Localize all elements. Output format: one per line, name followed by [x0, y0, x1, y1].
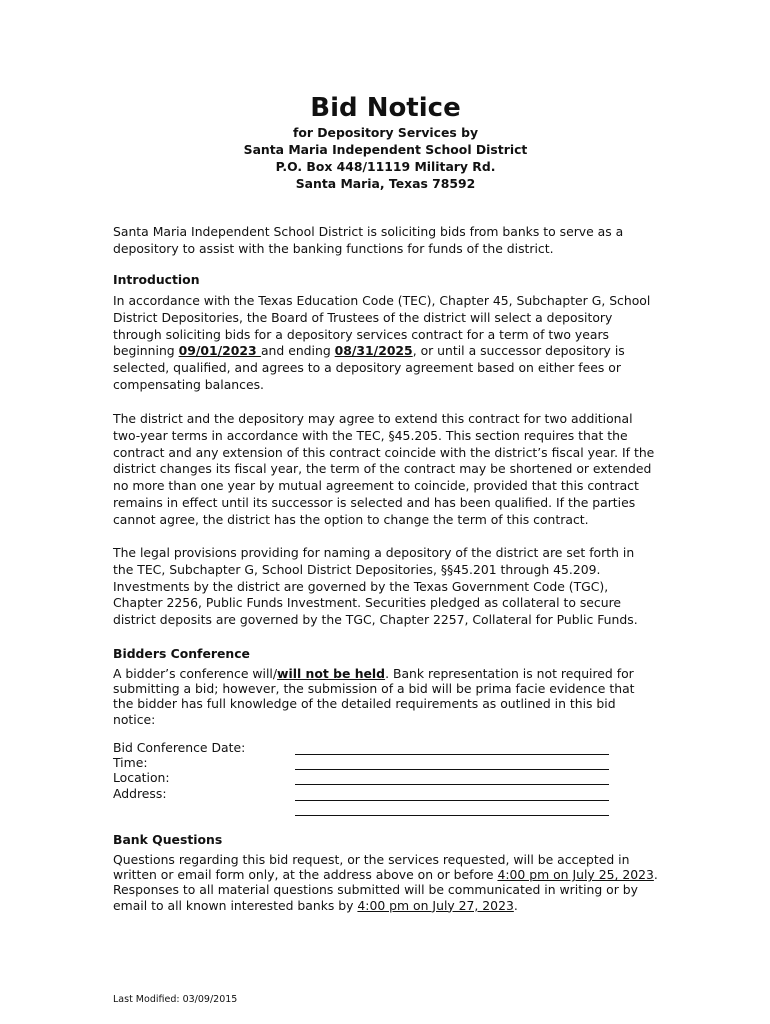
intro-text-1: In accordance with the Texas Education Code (TEC), Chapter 45, Subchapter G, School District Depositories, the Board of Trustees of the district will select a depository through soliciting bids for a depository services contract for a term of two years beginning — [113, 293, 651, 359]
location-blank-line — [295, 784, 609, 785]
location-label: Location: — [113, 770, 170, 785]
questions-deadline: 4:00 pm on July 25, 2023 — [497, 867, 654, 883]
time-label: Time: — [113, 755, 148, 770]
intro-text-3: , or until a successor depository is selected, qualified, and agrees to a depository agreement based on either fees or compensating balances. — [113, 343, 625, 392]
introduction-paragraph-1 — [113, 293, 658, 394]
address-label: Address: — [113, 786, 167, 801]
contract-end-date: 08/31/2025 — [334, 343, 413, 359]
introduction-heading: Introduction — [113, 272, 200, 287]
contract-start-date: 09/01/2023 — [178, 343, 261, 359]
introduction-paragraph-3: The legal provisions providing for naming a depository of the district are set forth in the TEC, Subchapter G, School District Depositories, §§45.201 through 45.209. Investments by the district are governed by the Texas Government Code (TGC), Chapter 2256, Public Funds Investment. Securities pledged as collateral to secure district deposits are governed by the TGC, Chapter 2257, Collateral for Public Funds. — [113, 545, 638, 628]
intro-paragraph: Santa Maria Independent School District is soliciting bids from banks to serve as a depository to assist with the banking functions for funds of the district. — [113, 224, 624, 256]
bidders-text-1: A bidder’s conference will/ — [113, 666, 278, 681]
responses-deadline: 4:00 pm on July 27, 2023 — [357, 897, 514, 913]
introduction-paragraph-2: The district and the depository may agree to extend this contract for two additional two-year terms in accordance with the TEC, §45.205. This section requires that the contract and any extension of this contract coincide with the district’s fiscal year. If the district changes its fiscal year, the term of the contract may be shortened or extended no more than one year by mutual agreement to coincide, provided that this contract remains in effect until its successor is selected and has been qualified. If the parties cannot agree, the district has the option to change the term of this contract. — [113, 411, 655, 527]
bidders-conference-paragraph — [113, 666, 658, 727]
address-blank-line — [295, 800, 609, 801]
questions-text-3: . — [513, 897, 518, 913]
questions-text-2: . Responses to all material questions submitted will be communicated in writing or by email to all known interested banks by — [113, 867, 658, 913]
bank-questions-paragraph — [113, 852, 658, 913]
will-not-be-held: will not be held — [277, 666, 386, 681]
date-blank-line — [295, 754, 609, 755]
address-blank-line-2 — [295, 815, 609, 816]
bidders-conference-heading: Bidders Conference — [113, 646, 250, 661]
district-address: P.O. Box 448/11119 Military Rd. — [275, 159, 496, 174]
intro-text-2: and ending — [260, 343, 335, 359]
time-blank-line — [295, 769, 609, 770]
page-title: Bid Notice — [310, 93, 461, 123]
district-name: Santa Maria Independent School District — [243, 142, 528, 157]
questions-text-1: Questions regarding this bid request, or the services requested, will be accepted in written or email form only, at the address above on or before — [113, 852, 630, 883]
district-city: Santa Maria, Texas 78592 — [295, 176, 476, 191]
bid-conference-date-label: Bid Conference Date: — [113, 740, 246, 755]
bidders-text-2: . Bank representation is not required for submitting a bid; however, the submission of a bid will be prima facie evidence that the bidder has full knowledge of the detailed requirements as outlined in this bid notice: — [113, 666, 635, 727]
subtitle-line-1: for Depository Services by — [292, 125, 479, 140]
bank-questions-heading: Bank Questions — [113, 832, 223, 847]
last-modified-footer: Last Modified: 03/09/2015 — [113, 994, 238, 1005]
